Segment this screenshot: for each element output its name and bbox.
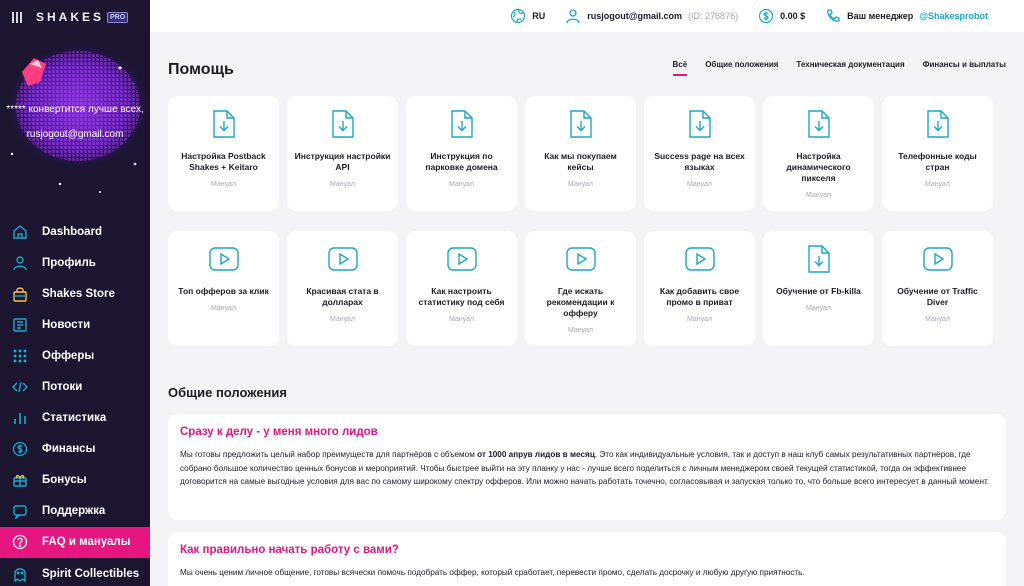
sidebar-item-store[interactable] (0, 278, 150, 309)
tab-all[interactable]: Всё (673, 60, 688, 76)
sidebar-item-finance[interactable] (0, 434, 150, 465)
sidebar-item-label: FAQ и мануалы (42, 536, 131, 549)
faq-item[interactable] (168, 532, 1006, 586)
card-subtitle: Мануал (924, 181, 951, 188)
manual-card[interactable] (168, 96, 279, 211)
card-subtitle: Мануал (329, 181, 356, 188)
card-title: Настройка динамического пикселя (786, 151, 851, 183)
card-subtitle: Мануал (210, 181, 237, 188)
language-label: RU (532, 11, 546, 21)
play-video-icon (685, 244, 715, 274)
card-title: Телефонные коды стран (898, 151, 977, 172)
sidebar-item-label: Dashboard (42, 225, 103, 238)
download-doc-icon (689, 109, 711, 139)
user-icon (12, 255, 28, 271)
sidebar-item-support[interactable] (0, 496, 150, 527)
card-title: Топ офферов за клик (178, 286, 269, 296)
card-subtitle: Мануал (567, 327, 594, 334)
globe-icon (510, 8, 526, 24)
grid-icon (12, 348, 28, 364)
sidebar-item-bonuses[interactable] (0, 465, 150, 496)
card-subtitle: Мануал (686, 181, 713, 188)
sidebar-nav (0, 216, 150, 586)
card-title: Обучение от Traffic Diver (897, 286, 978, 307)
bar-chart-icon (12, 410, 28, 426)
sidebar-item-faq[interactable] (0, 527, 150, 558)
sidebar-item-label: Новости (42, 318, 91, 331)
download-doc-icon (451, 109, 473, 139)
manager-link[interactable]: @Shakesprobot (919, 11, 988, 21)
logo-pro-badge: PRO (107, 12, 128, 23)
sidebar-item-news[interactable] (0, 309, 150, 340)
sidebar (0, 0, 150, 586)
card-subtitle: Мануал (924, 316, 951, 323)
ghost-icon (12, 566, 28, 582)
card-title: Success page на всех языках (654, 151, 745, 172)
page-title: Помощь (168, 61, 234, 78)
gift-icon (12, 472, 28, 488)
manual-card[interactable] (525, 96, 636, 211)
play-video-icon (328, 244, 358, 274)
sidebar-item-profile[interactable] (0, 247, 150, 278)
tab-technical-docs[interactable]: Техническая документация (796, 60, 905, 69)
card-subtitle: Мануал (686, 316, 713, 323)
faq-question[interactable]: Как правильно начать работу с вами? (180, 544, 399, 556)
answer-text: Мы готовы предложить целый набор преимуществ для партнёров с объемом (180, 450, 478, 459)
tab-finance[interactable]: Финансы и выплаты (922, 60, 1006, 69)
tab-general[interactable]: Общие положения (705, 60, 779, 69)
faq-answer (180, 448, 994, 489)
sidebar-item-label: Потоки (42, 381, 83, 394)
category-tabs (673, 60, 1006, 76)
card-title: Настройка Postback Shakes + Keitaro (181, 151, 266, 172)
sidebar-item-label: Бонусы (42, 474, 87, 487)
user-account[interactable] (565, 8, 738, 24)
question-icon (12, 534, 28, 550)
play-video-icon (209, 244, 239, 274)
sidebar-item-spirit-collectibles[interactable] (0, 558, 150, 586)
sidebar-item-statistics[interactable] (0, 403, 150, 434)
banner-email: rusjogout@gmail.com (26, 129, 124, 140)
answer-text: . Это как индивидуальные условия, так и доступ в наш клуб самых результативных партнёров, где собрано большое количество ценных бонусов и мероприятий. Чтобы быстрее выйти на эту планку у нас - лучше всего поделиться с личным менеджером своей текущей статистикой, тогда он эффективнее договорится на самые выгодные условия для вас по самому широкому спектру офферов. Или можно начать работать точечно, согласовывая и запуская только то, что больше всего интересует в данный момент. (180, 450, 990, 486)
manual-card[interactable] (525, 231, 636, 346)
manual-card[interactable] (287, 231, 398, 346)
card-title: Как мы покупаем кейсы (544, 151, 617, 172)
card-subtitle: Мануал (805, 192, 832, 199)
sidebar-item-label: Поддержка (42, 505, 106, 518)
phone-icon (825, 8, 841, 24)
user-email: rusjogout@gmail.com (587, 11, 683, 21)
download-doc-icon (808, 244, 830, 274)
manual-card[interactable] (644, 231, 755, 346)
answer-bold-text: от 1000 апрув лидов в месяц (477, 450, 595, 459)
section-title: Общие положения (168, 385, 287, 400)
play-video-icon (923, 244, 953, 274)
shop-bag-icon (12, 286, 28, 302)
sidebar-header (0, 0, 150, 34)
faq-answer: Мы очень ценим личное общение, готовы всячески помочь подобрать оффер, который сработает, перевести промо, сделать досрочку и любую другую приятность. (180, 568, 805, 577)
home-icon (12, 224, 28, 240)
manual-card[interactable] (763, 231, 874, 346)
sidebar-item-label: Офферы (42, 349, 95, 362)
card-subtitle: Мануал (448, 181, 475, 188)
faq-item[interactable] (168, 414, 1006, 520)
promo-banner[interactable] (0, 34, 150, 204)
manual-card[interactable] (168, 231, 279, 346)
card-subtitle: Мануал (329, 316, 356, 323)
language-selector[interactable] (510, 8, 545, 24)
play-video-icon (447, 244, 477, 274)
dollar-icon (758, 8, 774, 24)
download-doc-icon (808, 109, 830, 139)
card-subtitle: Мануал (567, 181, 594, 188)
card-title: Инструкция настройки API (294, 151, 391, 172)
card-title: Обучение от Fb-killa (776, 286, 861, 296)
card-title: Как настроить статистику под себя (418, 286, 505, 307)
banner-graphic-icon (0, 34, 150, 204)
manual-card[interactable] (644, 96, 755, 211)
manual-card[interactable] (406, 231, 517, 346)
sidebar-item-streams[interactable] (0, 371, 150, 402)
download-doc-icon (570, 109, 592, 139)
support-icon (12, 503, 28, 519)
card-subtitle: Мануал (210, 305, 237, 312)
banner-text: ***** конвертится лучше всех, (6, 104, 144, 115)
manuals-grid (168, 96, 993, 346)
menu-icon[interactable] (12, 12, 22, 23)
download-doc-icon (332, 109, 354, 139)
card-title: Красивая стата в долларах (306, 286, 379, 307)
play-video-icon (566, 244, 596, 274)
sidebar-item-label: Spirit Collectibles (42, 567, 140, 580)
sidebar-item-offers[interactable] (0, 340, 150, 371)
news-icon (12, 317, 28, 333)
manual-card[interactable] (763, 96, 874, 211)
balance[interactable] (758, 8, 805, 24)
sidebar-item-label: Shakes Store (42, 287, 115, 300)
manual-card[interactable] (406, 96, 517, 211)
faq-question[interactable]: Сразу к делу - у меня много лидов (180, 426, 378, 438)
sidebar-item-label: Профиль (42, 256, 96, 269)
download-doc-icon (213, 109, 235, 139)
card-title: Инструкция по парковке домена (425, 151, 498, 172)
logo[interactable] (36, 10, 128, 24)
top-bar (150, 0, 1024, 32)
main-content (150, 32, 1024, 586)
card-title: Как добавить свое промо в приват (659, 286, 740, 307)
card-subtitle: Мануал (805, 305, 832, 312)
download-doc-icon (927, 109, 949, 139)
logo-text: SHAKES (36, 10, 105, 24)
manual-card[interactable] (882, 231, 993, 346)
card-subtitle: Мануал (448, 316, 475, 323)
code-icon (12, 379, 28, 395)
manager-contact[interactable] (825, 8, 988, 24)
sidebar-item-dashboard[interactable] (0, 216, 150, 247)
dollar-icon (12, 441, 28, 457)
user-id: (ID: 276876) (688, 11, 739, 21)
user-icon (565, 8, 581, 24)
balance-value: 0.00 $ (780, 11, 806, 21)
manual-card[interactable] (287, 96, 398, 211)
manager-label: Ваш менеджер (847, 11, 914, 21)
sidebar-item-label: Статистика (42, 412, 107, 425)
card-title: Где искать рекомендации к офферу (546, 286, 615, 318)
sidebar-item-label: Финансы (42, 443, 96, 456)
manual-card[interactable] (882, 96, 993, 211)
